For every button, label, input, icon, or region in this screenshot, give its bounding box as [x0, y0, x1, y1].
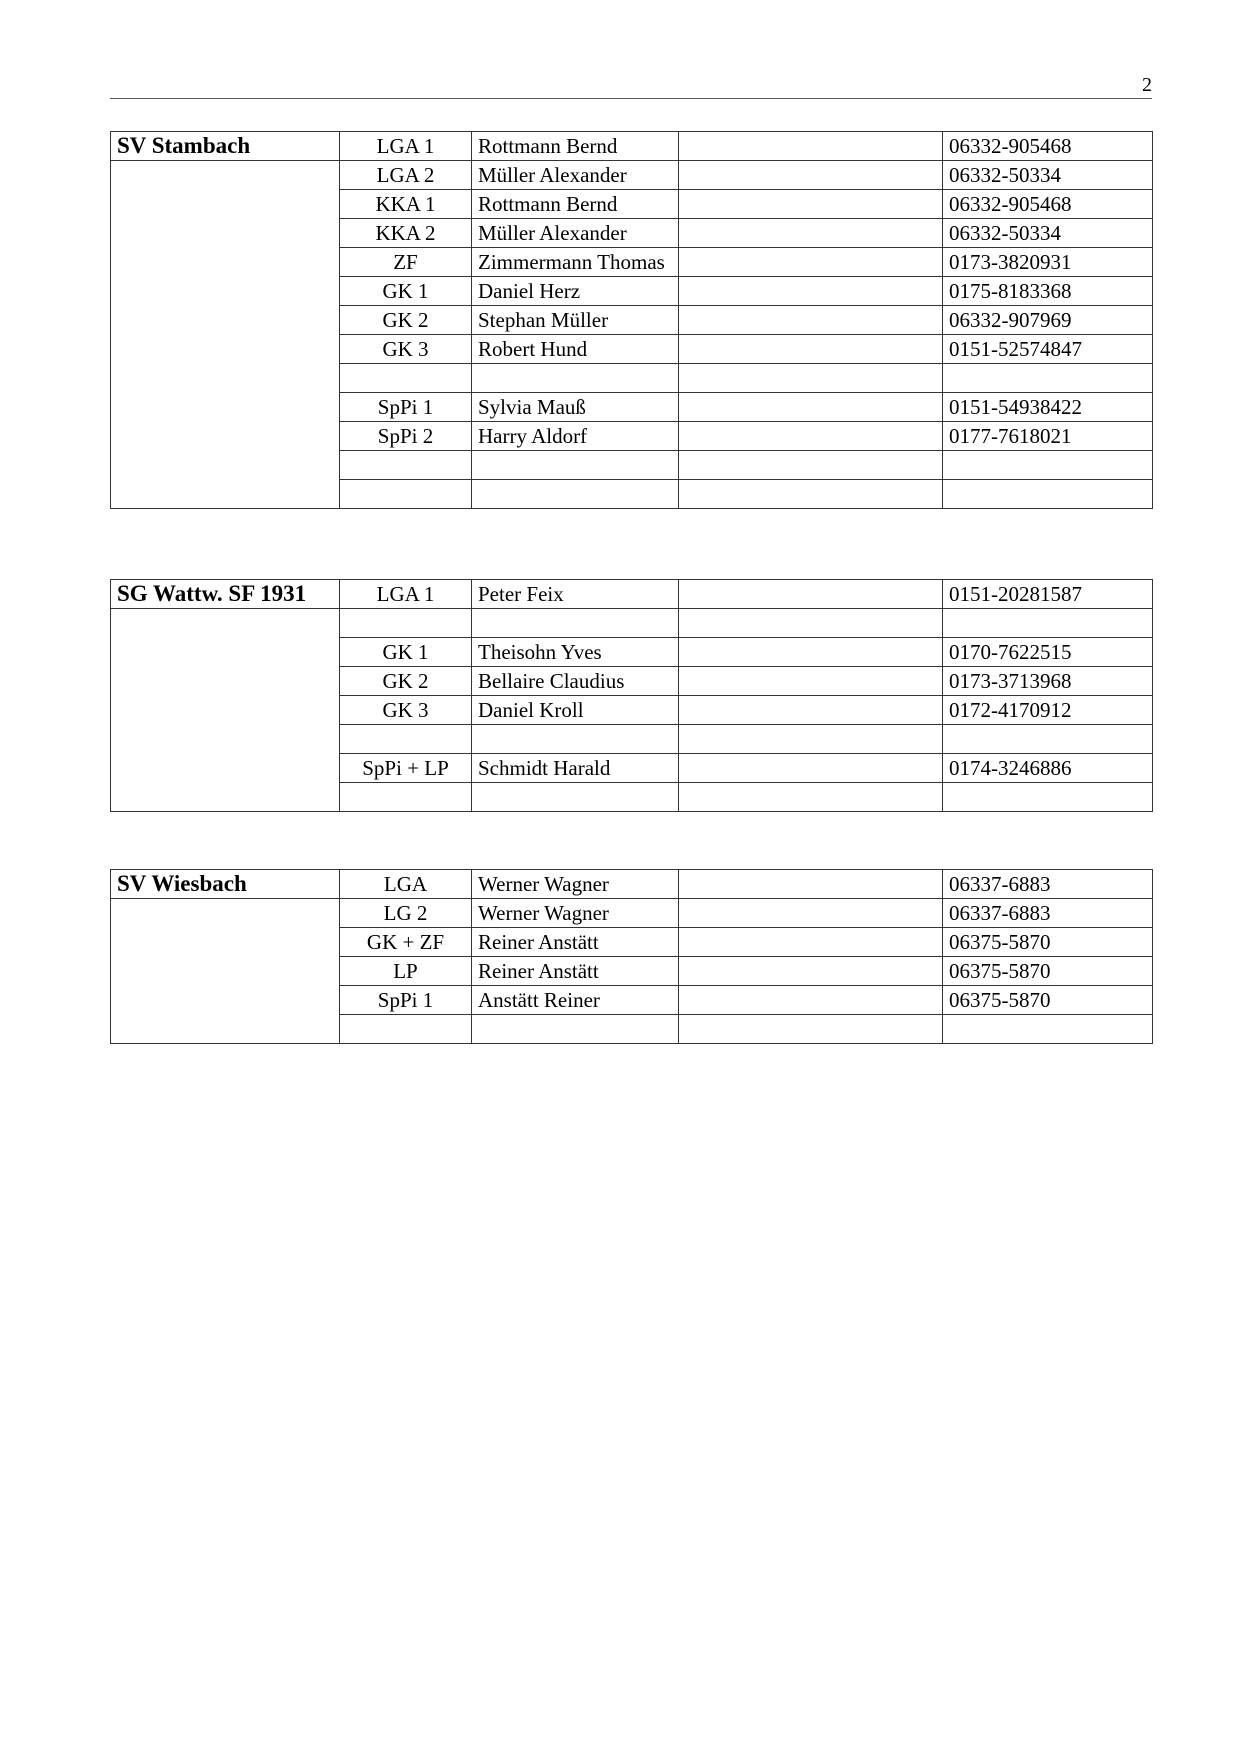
- discipline-cell: KKA 1: [340, 190, 472, 219]
- phone-cell: 06337-6883: [943, 870, 1153, 899]
- person-cell: Zimmermann Thomas: [472, 248, 679, 277]
- extra-cell: [679, 957, 943, 986]
- discipline-cell: GK 1: [340, 277, 472, 306]
- extra-cell: [679, 928, 943, 957]
- extra-cell: [679, 1015, 943, 1044]
- page-number: 2: [1142, 74, 1152, 96]
- club-blank-cell: [111, 899, 340, 1044]
- phone-cell: 0173-3820931: [943, 248, 1153, 277]
- header-rule: [110, 98, 1152, 99]
- club-name: SG Wattw. SF 1931: [111, 580, 340, 609]
- discipline-cell: LGA 1: [340, 580, 472, 609]
- table-row: [111, 580, 1153, 609]
- phone-cell: 06332-907969: [943, 306, 1153, 335]
- discipline-cell: GK 3: [340, 335, 472, 364]
- table-row: [111, 161, 1153, 190]
- person-cell: Rottmann Bernd: [472, 132, 679, 161]
- extra-cell: [679, 161, 943, 190]
- discipline-cell: ZF: [340, 248, 472, 277]
- discipline-cell: GK 3: [340, 696, 472, 725]
- person-cell: Daniel Herz: [472, 277, 679, 306]
- discipline-cell: LGA 1: [340, 132, 472, 161]
- phone-cell: 0172-4170912: [943, 696, 1153, 725]
- extra-cell: [679, 725, 943, 754]
- discipline-cell: GK 1: [340, 638, 472, 667]
- person-cell: [472, 609, 679, 638]
- phone-cell: 0174-3246886: [943, 754, 1153, 783]
- person-cell: Sylvia Mauß: [472, 393, 679, 422]
- person-cell: [472, 480, 679, 509]
- person-cell: [472, 1015, 679, 1044]
- phone-cell: [943, 451, 1153, 480]
- club-blank-cell: [111, 161, 340, 509]
- club-table-sv-stambach: [110, 131, 1153, 509]
- person-cell: [472, 725, 679, 754]
- person-cell: [472, 451, 679, 480]
- extra-cell: [679, 393, 943, 422]
- club-blank-cell: [111, 609, 340, 812]
- phone-cell: 0151-20281587: [943, 580, 1153, 609]
- extra-cell: [679, 754, 943, 783]
- discipline-cell: KKA 2: [340, 219, 472, 248]
- person-cell: Theisohn Yves: [472, 638, 679, 667]
- person-cell: Reiner Anstätt: [472, 957, 679, 986]
- extra-cell: [679, 870, 943, 899]
- discipline-cell: [340, 1015, 472, 1044]
- discipline-cell: LGA: [340, 870, 472, 899]
- person-cell: [472, 783, 679, 812]
- extra-cell: [679, 609, 943, 638]
- phone-cell: [943, 725, 1153, 754]
- phone-cell: 0175-8183368: [943, 277, 1153, 306]
- discipline-cell: SpPi 2: [340, 422, 472, 451]
- discipline-cell: GK + ZF: [340, 928, 472, 957]
- extra-cell: [679, 580, 943, 609]
- extra-cell: [679, 364, 943, 393]
- phone-cell: [943, 364, 1153, 393]
- person-cell: Werner Wagner: [472, 870, 679, 899]
- phone-cell: 06332-50334: [943, 161, 1153, 190]
- discipline-cell: [340, 364, 472, 393]
- phone-cell: 06332-905468: [943, 132, 1153, 161]
- phone-cell: 0151-54938422: [943, 393, 1153, 422]
- phone-cell: [943, 1015, 1153, 1044]
- extra-cell: [679, 219, 943, 248]
- person-cell: Reiner Anstätt: [472, 928, 679, 957]
- club-table-sg-wattweiler: [110, 579, 1153, 812]
- discipline-cell: [340, 783, 472, 812]
- person-cell: Werner Wagner: [472, 899, 679, 928]
- discipline-cell: SpPi 1: [340, 393, 472, 422]
- person-cell: Robert Hund: [472, 335, 679, 364]
- person-cell: Anstätt Reiner: [472, 986, 679, 1015]
- person-cell: [472, 364, 679, 393]
- discipline-cell: [340, 451, 472, 480]
- person-cell: Bellaire Claudius: [472, 667, 679, 696]
- extra-cell: [679, 696, 943, 725]
- phone-cell: 06375-5870: [943, 928, 1153, 957]
- phone-cell: 06332-905468: [943, 190, 1153, 219]
- discipline-cell: [340, 609, 472, 638]
- extra-cell: [679, 986, 943, 1015]
- extra-cell: [679, 190, 943, 219]
- table-row: [111, 870, 1153, 899]
- phone-cell: [943, 480, 1153, 509]
- discipline-cell: SpPi + LP: [340, 754, 472, 783]
- phone-cell: 0151-52574847: [943, 335, 1153, 364]
- club-name: SV Stambach: [111, 132, 340, 161]
- phone-cell: 0177-7618021: [943, 422, 1153, 451]
- extra-cell: [679, 638, 943, 667]
- phone-cell: 06375-5870: [943, 957, 1153, 986]
- extra-cell: [679, 480, 943, 509]
- person-cell: Rottmann Bernd: [472, 190, 679, 219]
- phone-cell: [943, 783, 1153, 812]
- person-cell: Müller Alexander: [472, 161, 679, 190]
- person-cell: Daniel Kroll: [472, 696, 679, 725]
- club-table-sv-wiesbach: [110, 869, 1153, 1044]
- discipline-cell: LG 2: [340, 899, 472, 928]
- extra-cell: [679, 335, 943, 364]
- person-cell: Schmidt Harald: [472, 754, 679, 783]
- discipline-cell: GK 2: [340, 306, 472, 335]
- table-row: [111, 609, 1153, 638]
- phone-cell: 0170-7622515: [943, 638, 1153, 667]
- extra-cell: [679, 451, 943, 480]
- discipline-cell: [340, 725, 472, 754]
- extra-cell: [679, 306, 943, 335]
- club-name: SV Wiesbach: [111, 870, 340, 899]
- person-cell: Müller Alexander: [472, 219, 679, 248]
- table-row: [111, 899, 1153, 928]
- phone-cell: [943, 609, 1153, 638]
- extra-cell: [679, 248, 943, 277]
- person-cell: Harry Aldorf: [472, 422, 679, 451]
- extra-cell: [679, 132, 943, 161]
- extra-cell: [679, 422, 943, 451]
- table-row: [111, 132, 1153, 161]
- phone-cell: 06337-6883: [943, 899, 1153, 928]
- phone-cell: 06375-5870: [943, 986, 1153, 1015]
- phone-cell: 06332-50334: [943, 219, 1153, 248]
- discipline-cell: LGA 2: [340, 161, 472, 190]
- extra-cell: [679, 783, 943, 812]
- phone-cell: 0173-3713968: [943, 667, 1153, 696]
- extra-cell: [679, 667, 943, 696]
- extra-cell: [679, 277, 943, 306]
- discipline-cell: LP: [340, 957, 472, 986]
- extra-cell: [679, 899, 943, 928]
- discipline-cell: GK 2: [340, 667, 472, 696]
- discipline-cell: SpPi 1: [340, 986, 472, 1015]
- person-cell: Stephan Müller: [472, 306, 679, 335]
- discipline-cell: [340, 480, 472, 509]
- person-cell: Peter Feix: [472, 580, 679, 609]
